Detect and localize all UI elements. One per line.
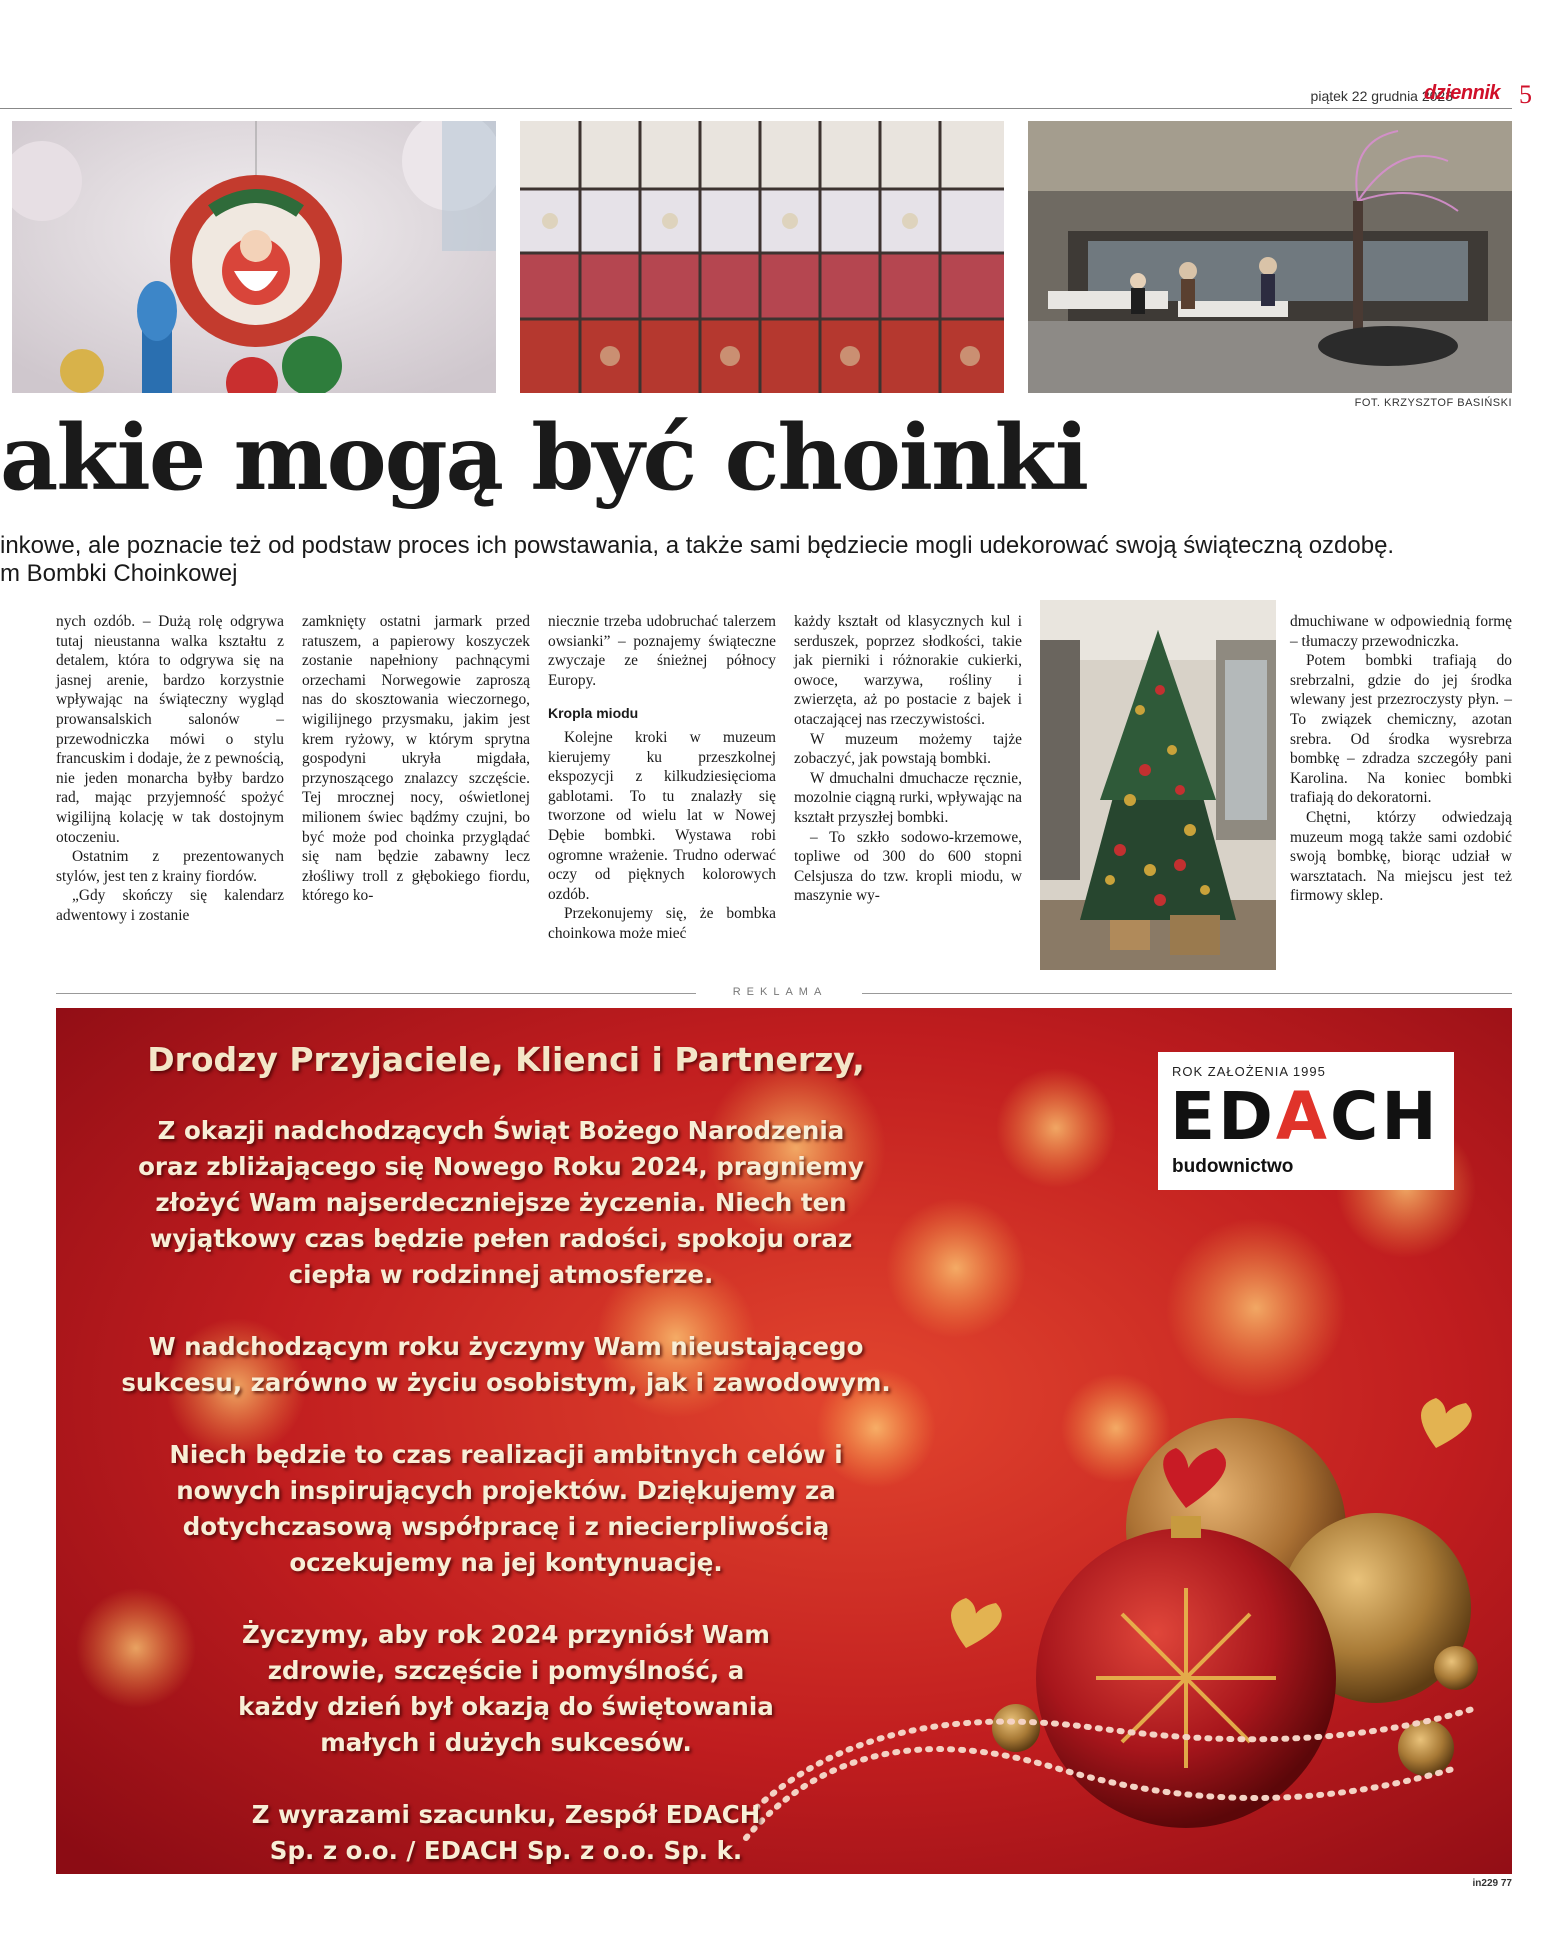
paragraph: Ostatnim z prezentowanych stylów, jest ten z krainy fiordów.: [56, 848, 284, 885]
paragraph: – To szkło sodowo-krzemowe, topliwe od 300 do 600 stopni Celsjusza do tzw. kropli miodu, w maszynie wy-: [794, 828, 1022, 905]
page-number: 5: [1519, 80, 1532, 109]
ad-text: [56, 1113, 956, 1874]
header-rule: [0, 108, 1512, 109]
ad-code: in229 77: [1472, 1878, 1512, 1889]
newspaper-logo: dziennik: [1423, 82, 1500, 104]
paragraph: każdy kształt od klasycznych kul i serduszek, poprzez słodkości, takie jak pierniki i różnorakie cukierki, owoce, warzywa, rośliny i zwierzęta, aż po postacie z bajek i otaczającej nas rzeczywistości.: [794, 613, 1022, 728]
article-column-6: [1290, 612, 1512, 906]
edach-logo: [1158, 1052, 1454, 1190]
divider-left: [56, 993, 696, 994]
paragraph: niecznie trzeba udobruchać talerzem owsianki” – poznajemy świąteczne zwyczaje ze śnieżnej północy Europy.: [548, 613, 776, 689]
article-column-2: [302, 612, 530, 906]
logo-wordmark-part: CH: [1329, 1078, 1440, 1155]
photo-museum-interior: [1028, 121, 1512, 393]
paragraph: Kolejne kroki w muzeum kierujemy ku przeszkolnej ekspozycji z kilkudziesięcioma gablotami. To tu znalazły się tworzone od wielu lat w Nowej Dębie bombki. Wystawa robi ogromne wrażenie. Trudno oderwać oczy od pięknych kolorowych ozdób.: [548, 728, 776, 903]
ad-paragraph: Z okazji nadchodzących Świąt Bożego Narodzenia oraz zbliżającego się Nowego Roku 2024, pragniemy złożyć Wam najserdeczniejsze życzenia. Niech ten wyjątkowy czas będzie pełen radości, spokoju oraz ciepła w rodzinnej atmosferze.: [138, 1116, 864, 1289]
photo-santa-ornament: [12, 121, 496, 393]
paragraph: zamknięty ostatni jarmark przed ratuszem, a papierowy koszyczek zostanie napełniony pachnącymi orzechami Norwegowie zaproszą nas do skosztowania wieczornego, wigilijnego przysmaku, jakim jest krem ryżowy, w którym sprytna gospodyni ukryła migdała, przynoszącego znalazcy szczęście. Tej mrocznej nocy, oświetlonej milionem świec bądźmy czujni, bo być może pod choinka przyglądać się nam będzie zabawny lecz złośliwy troll z głębokiego fiordu, którego ko-: [302, 613, 530, 905]
paragraph: dmuchiwane w odpowiednią formę – tłumaczy przewodniczka.: [1290, 613, 1512, 650]
article-column-1: [56, 612, 284, 926]
article-column-4: [794, 612, 1022, 906]
logo-subtitle: budownictwo: [1172, 1156, 1294, 1177]
article-column-3: [548, 612, 776, 944]
paragraph: Potem bombki trafiają do srebrzalni, gdzie do jej środka wlewany jest przezroczysty płyn. – To związek chemiczny, azotan srebra. Od środka wysrebrza bombkę – zdradza szczegóły pani Karolina. Na koniec bombki trafiają do dekoratorni.: [1290, 652, 1512, 807]
paragraph: Przekonujemy się, że bombka choinkowa może mieć: [548, 905, 776, 942]
paragraph: nych ozdób. – Dużą rolę odgrywa tutaj nieustanna walka kształtu z detalem, która to odgrywa się na jasnej arenie, bardzo korzystnie wpływając na świąteczny wygląd prowansalskich salonów – przewodniczka mówi o stylu francuskim i dodaje, że z pewnością, nie jeden monarcha byłby bardzo rad, mając przyjemność spożyć wigilijną kolację w tak dostojnym otoczeniu.: [56, 613, 284, 846]
paragraph: W muzeum możemy tajże zobaczyć, jak powstają bombki.: [794, 730, 1022, 768]
paragraph: Chętni, którzy odwiedzają muzeum mogą także sami ozdobić swoją bombkę, biorąc udział w warsztatach. Na miejscu jest też firmowy sklep.: [1290, 808, 1512, 905]
logo-wordmark-a: A: [1275, 1078, 1330, 1155]
ad-paragraph: Niech będzie to czas realizacji ambitnych celów i nowych inspirujących projektów. Dziękujemy za dotychczasową współpracę i z niecierpliwością oczekujemy na jej kontynuację.: [169, 1440, 843, 1577]
ad-paragraph: Z wyrazami szacunku, Zespół EDACH Sp. z o.o. / EDACH Sp. z o.o. Sp. k.: [251, 1800, 761, 1865]
logo-wordmark: [1170, 1078, 1440, 1155]
headline: akie mogą być choinki: [0, 405, 1088, 511]
lead-line-1: inkowe, ale poznacie też od podstaw proces ich powstawania, a także sami będziecie mogli udekorować swoją świąteczną ozdobę.: [0, 532, 1395, 559]
ad-paragraph: Życzymy, aby rok 2024 przyniósł Wam zdrowie, szczęście i pomyślność, a każdy dzień był okazją do świętowania małych i dużych sukcesów.: [238, 1620, 774, 1757]
issue-date: piątek 22 grudnia 2023: [1310, 88, 1453, 104]
ad-title: Drodzy Przyjaciele, Klienci i Partnerzy,: [147, 1040, 865, 1079]
photo-christmas-tree: [1040, 600, 1276, 970]
ad-paragraph: W nadchodzącym roku życzymy Wam nieustającego sukcesu, zarówno w życiu osobistym, jak i zawodowym.: [121, 1332, 891, 1397]
logo-wordmark-part: ED: [1170, 1078, 1276, 1155]
advertisement: [56, 1008, 1512, 1874]
lead-line-2: m Bombki Choinkowej: [0, 560, 238, 587]
subheading: Kropla miodu: [548, 705, 639, 722]
logo-founded: ROK ZAŁOŻENIA 1995: [1172, 1064, 1326, 1079]
paragraph: W dmuchalni dmuchacze ręcznie, mozolnie ciągną rurki, wpływając na kształt przyszłej bombki.: [794, 769, 1022, 826]
photo-credit: FOT. KRZYSZTOF BASIŃSKI: [1354, 397, 1512, 409]
reklama-label: REKLAMA: [732, 986, 828, 998]
paragraph: „Gdy skończy się kalendarz adwentowy i zostanie: [56, 887, 284, 924]
divider-right: [862, 993, 1512, 994]
photo-heart-ornaments: [520, 121, 1004, 393]
lead-paragraph: [0, 532, 1394, 588]
